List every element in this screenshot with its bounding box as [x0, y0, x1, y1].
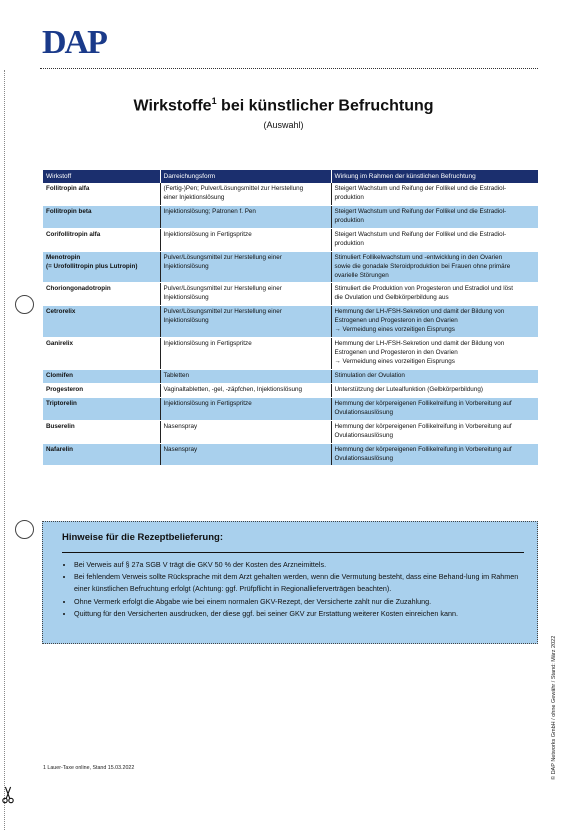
cell-line: → Vermeidung eines vorzeitigen Eisprungs [334, 358, 455, 365]
cell-line: einer Injektionslösung [163, 193, 225, 201]
table-row [43, 369, 538, 383]
dap-logo: DAP [42, 24, 106, 61]
cell-line: Cetrorelix [46, 308, 76, 316]
title-footnote-marker: 1 [211, 96, 217, 106]
cell-line: Injektionslösung [163, 262, 209, 270]
substance-cell [43, 420, 160, 443]
table-row [43, 443, 538, 466]
effect-cell [331, 205, 538, 228]
cell-line: Estrogenen und Progesteron in den Ovarien [334, 317, 458, 325]
effect-cell [331, 183, 538, 205]
effect-cell [331, 283, 538, 306]
cell-line: Corifollitropin alfa [46, 230, 101, 238]
substance-cell [43, 338, 160, 370]
notes-item: • Bei Verweis auf § 27a SGB V trägt die GKV 50 % der Kosten des Arzneimittels. [74, 559, 529, 571]
notes-title: Hinweise für die Rezeptbelieferung: [62, 532, 223, 543]
substance-cell [43, 283, 160, 306]
dosage-form-cell [160, 228, 331, 251]
cell-line: Steigert Wachstum und Reifung der Follikel und die Estradiol- [334, 207, 507, 215]
dosage-form-cell [160, 183, 331, 205]
cell-line: Progesteron [46, 385, 84, 393]
effect-cell [331, 383, 538, 397]
page-title: Wirkstoffe$^1$ bei künstlicher Befruchtung [133, 96, 434, 115]
notes-item: • Ohne Vermerk erfolgt die Abgabe wie bei einem normalen GKV-Rezept, der Versicherte zahlt nur die Zuzahlung. [74, 596, 529, 608]
cell-line: Buserelin [46, 422, 75, 430]
header-substance: Wirkstoff [43, 170, 160, 183]
header-dosage-form: Darreichungsform [160, 170, 331, 183]
cell-line: Steigert Wachstum und Reifung der Follikel und die Estradiol- [334, 185, 507, 192]
cell-line: (Fertig-)Pen; Pulver/Lösungsmittel zur Herstellung [163, 185, 304, 192]
dosage-form-cell [160, 397, 331, 420]
notes-item: • Quittung für den Versicherten ausdrucken, der diese ggf. bei seiner GKV zur Erstattung weiterer Kosten einreichen kann. [74, 608, 529, 620]
cell-line: Nafarelin [46, 445, 73, 453]
cell-line: Stimuliert die Produktion von Progesteron und Estradiol und löst [334, 285, 514, 293]
cell-line: Hemmung der LH-/FSH-Sekretion und damit der Bildung von [334, 340, 505, 348]
cell-line: Ovulationsauslösung [334, 431, 393, 439]
table-row [43, 205, 538, 228]
cell-line: Hemmung der LH-/FSH-Sekretion und damit der Bildung von [334, 308, 505, 316]
dosage-form-cell [160, 369, 331, 383]
cell-line: → Vermeidung eines vorzeitigen Eisprungs [334, 326, 455, 334]
substance-cell [43, 205, 160, 228]
dosage-form-cell [160, 205, 331, 228]
effect-cell [331, 443, 538, 466]
cell-line: Menotropin [46, 253, 81, 261]
active-substances-table [43, 170, 538, 466]
table-row [43, 338, 538, 370]
punch-hole-top [15, 295, 34, 314]
substance-cell [43, 183, 160, 205]
prescription-notes-box [42, 521, 538, 644]
cell-line: Tabletten [163, 371, 190, 379]
cell-line: produktion [334, 216, 364, 224]
cell-line: Clomifen [46, 371, 73, 379]
cut-line-left [4, 70, 5, 830]
cell-line: Injektionslösung [163, 294, 209, 302]
cell-line: Steigert Wachstum und Reifung der Follikel und die Estradiol- [334, 230, 507, 238]
notes-divider [62, 552, 524, 553]
cell-line: Injektionslösung; Patronen f. Pen [163, 207, 256, 215]
substance-cell [43, 443, 160, 466]
cell-line: Stimuliert Follikelwachstum und -entwicklung in den Ovarien [334, 253, 503, 261]
table-row [43, 283, 538, 306]
cell-line: Hemmung der körpereigenen Follikelreifung in Vorbereitung auf [334, 422, 512, 430]
cell-line: Vaginaltabletten, -gel, -zäpfchen, Injektionslösung [163, 385, 303, 393]
table-row [43, 306, 538, 338]
cell-line: Triptorelin [46, 399, 77, 407]
effect-cell [331, 338, 538, 370]
cell-line: Ovulationsauslösung [334, 454, 393, 462]
table-row [43, 183, 538, 205]
page-subtitle: (Auswahl) [263, 120, 304, 130]
substance-cell [43, 228, 160, 251]
cell-line: Choriongonadotropin [46, 285, 111, 293]
cell-line: Injektionslösung in Fertigspritze [163, 340, 252, 348]
substance-cell [43, 306, 160, 338]
substance-cell [43, 383, 160, 397]
cell-line: sowie die gonadale Steroidproduktion bei Frauen ohne primäre [334, 262, 511, 270]
effect-cell [331, 420, 538, 443]
effect-cell [331, 397, 538, 420]
table-row [43, 228, 538, 251]
cell-line: Hemmung der körpereigenen Follikelreifung in Vorbereitung auf [334, 445, 512, 453]
effect-cell [331, 369, 538, 383]
cell-line: (= Urofollitropin plus Lutropin) [46, 262, 138, 270]
table-row [43, 420, 538, 443]
cell-line: Injektionslösung in Fertigspritze [163, 230, 252, 238]
dosage-form-cell [160, 383, 331, 397]
cell-line: Ganirelix [46, 340, 73, 348]
dosage-form-cell [160, 443, 331, 466]
cell-line: ovarielle Störungen [334, 271, 389, 279]
table-row [43, 397, 538, 420]
scissors-icon [2, 786, 14, 804]
cell-line: produktion [334, 193, 364, 201]
notes-list [62, 559, 529, 620]
table-row [43, 383, 538, 397]
cell-line: Pulver/Lösungsmittel zur Herstellung einer [163, 285, 282, 293]
punch-hole-bottom [15, 520, 34, 539]
table-header-row [43, 170, 538, 183]
cell-line: Nasenspray [163, 422, 198, 430]
cell-line: Estrogenen und Progesteron in den Ovarien [334, 349, 458, 357]
header-effect: Wirkung im Rahmen der künstlichen Befruchtung [331, 170, 538, 183]
cut-line-top [40, 68, 538, 69]
cell-line: Pulver/Lösungsmittel zur Herstellung einer [163, 253, 282, 261]
effect-cell [331, 228, 538, 251]
table-body [43, 183, 538, 466]
cell-line: Hemmung der körpereigenen Follikelreifung in Vorbereitung auf [334, 399, 512, 407]
cell-line: Ovulationsauslösung [334, 408, 393, 416]
cell-line: Unterstützung der Lutealfunktion (Gelbkörperbildung) [334, 385, 483, 393]
effect-cell [331, 251, 538, 283]
substance-cell [43, 369, 160, 383]
table-row [43, 251, 538, 283]
substance-cell [43, 397, 160, 420]
dosage-form-cell [160, 251, 331, 283]
footnote: 1 Lauer-Taxe online, Stand 15.03.2022 [43, 765, 135, 771]
cell-line: die Ovulation und Gelbkörperbildung aus [334, 294, 449, 302]
cell-line: Nasenspray [163, 445, 198, 453]
substance-cell [43, 251, 160, 283]
cell-line: produktion [334, 239, 364, 247]
dosage-form-cell [160, 338, 331, 370]
cell-line: Pulver/Lösungsmittel zur Herstellung einer [163, 308, 282, 316]
effect-cell [331, 306, 538, 338]
dosage-form-cell [160, 283, 331, 306]
dosage-form-cell [160, 420, 331, 443]
dosage-form-cell [160, 306, 331, 338]
cell-line: Stimulation der Ovulation [334, 371, 405, 379]
cell-line: Injektionslösung in Fertigspritze [163, 399, 252, 407]
notes-item: • Bei fehlendem Verweis sollte Rücksprache mit dem Arzt gehalten werden, wenn die Vermutung besteht, dass eine Behand-lung im Rahmen einer künstlichen Befruchtung erfolgt (Achtung: ggf. Prüfpflicht in Regionallieferverträgen beachten). [74, 571, 529, 595]
cell-line: Injektionslösung [163, 317, 209, 325]
copyright-side-text: © DAP Networks GmbH / ohne Gewähr / Stand: März 2022 [551, 635, 557, 780]
cell-line: Follitropin beta [46, 207, 92, 215]
cell-line: Follitropin alfa [46, 185, 90, 192]
